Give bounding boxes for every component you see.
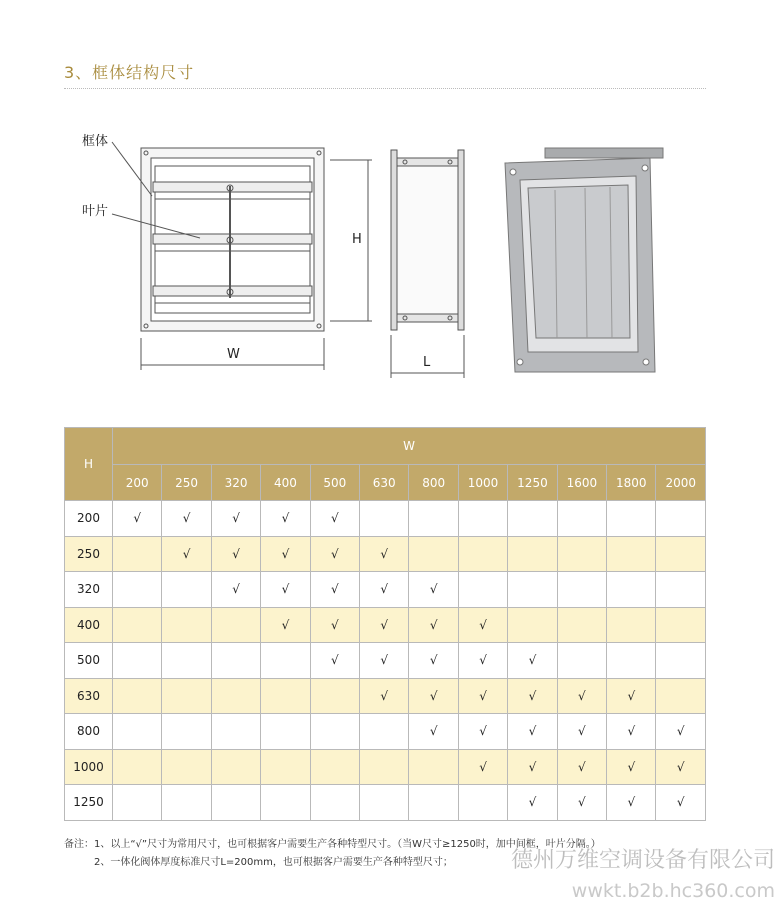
empty-cell <box>607 643 656 679</box>
empty-cell <box>458 785 507 821</box>
height-value-cell: 630 <box>65 678 113 714</box>
empty-cell <box>211 678 260 714</box>
width-header-cell: 500 <box>310 465 359 501</box>
check-cell: √ <box>162 501 211 537</box>
blade-label: 叶片 <box>82 204 109 219</box>
damper-photo <box>505 148 663 372</box>
empty-cell <box>310 678 359 714</box>
w-header: W <box>113 428 706 465</box>
height-value-cell: 1000 <box>65 749 113 785</box>
empty-cell <box>113 714 162 750</box>
empty-cell <box>409 536 458 572</box>
check-cell: √ <box>508 678 557 714</box>
empty-cell <box>211 714 260 750</box>
height-value-cell: 500 <box>65 643 113 679</box>
empty-cell <box>607 572 656 608</box>
empty-cell <box>458 501 507 537</box>
check-cell: √ <box>508 749 557 785</box>
check-cell: √ <box>360 678 409 714</box>
empty-cell <box>360 501 409 537</box>
table-row <box>65 607 706 643</box>
check-cell: √ <box>360 536 409 572</box>
empty-cell <box>409 785 458 821</box>
width-header-cell: 200 <box>113 465 162 501</box>
empty-cell <box>360 749 409 785</box>
check-cell: √ <box>162 536 211 572</box>
check-cell: √ <box>656 785 706 821</box>
empty-cell <box>607 501 656 537</box>
check-cell: √ <box>310 501 359 537</box>
watermark-url: wwkt.b2b.hc360.com <box>571 880 775 902</box>
check-cell: √ <box>458 678 507 714</box>
empty-cell <box>656 572 706 608</box>
empty-cell <box>261 714 310 750</box>
empty-cell <box>508 572 557 608</box>
width-header-row <box>65 465 706 501</box>
check-cell: √ <box>409 572 458 608</box>
width-header-cell: 2000 <box>656 465 706 501</box>
empty-cell <box>409 749 458 785</box>
h-header: H <box>65 428 113 501</box>
empty-cell <box>360 714 409 750</box>
empty-cell <box>162 785 211 821</box>
table-row <box>65 785 706 821</box>
empty-cell <box>458 572 507 608</box>
empty-cell <box>162 643 211 679</box>
height-value-cell: 200 <box>65 501 113 537</box>
check-cell: √ <box>458 607 507 643</box>
empty-cell <box>508 607 557 643</box>
check-cell: √ <box>458 714 507 750</box>
size-table <box>64 427 706 821</box>
empty-cell <box>162 678 211 714</box>
check-cell: √ <box>310 572 359 608</box>
empty-cell <box>656 501 706 537</box>
check-cell: √ <box>656 714 706 750</box>
width-header-cell: 320 <box>211 465 260 501</box>
check-cell: √ <box>261 572 310 608</box>
watermark-company: 德州万维空调设备有限公司 <box>510 848 775 873</box>
check-cell: √ <box>360 643 409 679</box>
check-cell: √ <box>557 678 606 714</box>
table-row <box>65 678 706 714</box>
check-cell: √ <box>360 607 409 643</box>
empty-cell <box>607 536 656 572</box>
empty-cell <box>113 785 162 821</box>
empty-cell <box>310 714 359 750</box>
empty-cell <box>557 501 606 537</box>
section-title: 3、框体结构尺寸 <box>64 63 195 82</box>
width-header-cell: 1600 <box>557 465 606 501</box>
check-cell: √ <box>557 749 606 785</box>
height-value-cell: 320 <box>65 572 113 608</box>
width-header-cell: 1000 <box>458 465 507 501</box>
check-cell: √ <box>360 572 409 608</box>
width-header-cell: 1250 <box>508 465 557 501</box>
check-cell: √ <box>211 536 260 572</box>
empty-cell <box>261 643 310 679</box>
check-cell: √ <box>310 643 359 679</box>
width-header-cell: 400 <box>261 465 310 501</box>
empty-cell <box>557 643 606 679</box>
note-2: 2、一体化阀体厚度标准尺寸L=200mm，也可根据客户需要生产各种特型尺寸； <box>94 857 453 868</box>
empty-cell <box>557 607 606 643</box>
check-cell: √ <box>557 714 606 750</box>
check-cell: √ <box>607 785 656 821</box>
side-view-drawing <box>391 150 464 378</box>
check-cell: √ <box>409 678 458 714</box>
check-cell: √ <box>310 536 359 572</box>
check-cell: √ <box>656 749 706 785</box>
empty-cell <box>162 749 211 785</box>
check-cell: √ <box>607 678 656 714</box>
width-header-cell: 630 <box>360 465 409 501</box>
check-cell: √ <box>261 536 310 572</box>
height-value-cell: 400 <box>65 607 113 643</box>
empty-cell <box>261 678 310 714</box>
width-header-cell: 250 <box>162 465 211 501</box>
empty-cell <box>162 714 211 750</box>
empty-cell <box>162 607 211 643</box>
empty-cell <box>261 785 310 821</box>
empty-cell <box>656 643 706 679</box>
check-cell: √ <box>508 714 557 750</box>
front-view-drawing <box>112 142 372 370</box>
damper-drawings <box>0 0 781 420</box>
width-dimension-label: W <box>227 347 240 362</box>
check-cell: √ <box>113 501 162 537</box>
empty-cell <box>607 607 656 643</box>
empty-cell <box>656 536 706 572</box>
empty-cell <box>211 749 260 785</box>
empty-cell <box>113 643 162 679</box>
table-row <box>65 749 706 785</box>
check-cell: √ <box>458 749 507 785</box>
frame-label: 框体 <box>82 134 109 149</box>
empty-cell <box>656 678 706 714</box>
check-cell: √ <box>409 607 458 643</box>
table-row <box>65 714 706 750</box>
table-row <box>65 643 706 679</box>
empty-cell <box>162 572 211 608</box>
empty-cell <box>508 501 557 537</box>
empty-cell <box>557 536 606 572</box>
check-cell: √ <box>607 749 656 785</box>
empty-cell <box>409 501 458 537</box>
width-header-cell: 1800 <box>607 465 656 501</box>
note-1: 备注：1、以上“√”尺寸为常用尺寸，也可根据客户需要生产各种特型尺寸。（当W尺寸≥1250时，加中间框，叶片分隔。） <box>64 839 601 850</box>
empty-cell <box>113 678 162 714</box>
empty-cell <box>113 749 162 785</box>
empty-cell <box>211 607 260 643</box>
check-cell: √ <box>557 785 606 821</box>
width-header-cell: 800 <box>409 465 458 501</box>
empty-cell <box>310 785 359 821</box>
check-cell: √ <box>211 501 260 537</box>
empty-cell <box>458 536 507 572</box>
size-table-body <box>65 501 706 821</box>
check-cell: √ <box>409 643 458 679</box>
empty-cell <box>113 572 162 608</box>
length-dimension-label: L <box>423 355 431 370</box>
empty-cell <box>211 643 260 679</box>
empty-cell <box>113 607 162 643</box>
check-cell: √ <box>508 643 557 679</box>
empty-cell <box>360 785 409 821</box>
table-row <box>65 501 706 537</box>
height-value-cell: 1250 <box>65 785 113 821</box>
empty-cell <box>310 749 359 785</box>
table-row <box>65 572 706 608</box>
check-cell: √ <box>607 714 656 750</box>
check-cell: √ <box>508 785 557 821</box>
height-value-cell: 800 <box>65 714 113 750</box>
empty-cell <box>211 785 260 821</box>
empty-cell <box>656 607 706 643</box>
table-row <box>65 536 706 572</box>
check-cell: √ <box>211 572 260 608</box>
watermark <box>511 846 775 906</box>
empty-cell <box>557 572 606 608</box>
height-value-cell: 250 <box>65 536 113 572</box>
empty-cell <box>261 749 310 785</box>
check-cell: √ <box>458 643 507 679</box>
height-dimension-label: H <box>352 232 362 247</box>
check-cell: √ <box>261 607 310 643</box>
check-cell: √ <box>409 714 458 750</box>
check-cell: √ <box>310 607 359 643</box>
empty-cell <box>508 536 557 572</box>
check-cell: √ <box>261 501 310 537</box>
empty-cell <box>113 536 162 572</box>
